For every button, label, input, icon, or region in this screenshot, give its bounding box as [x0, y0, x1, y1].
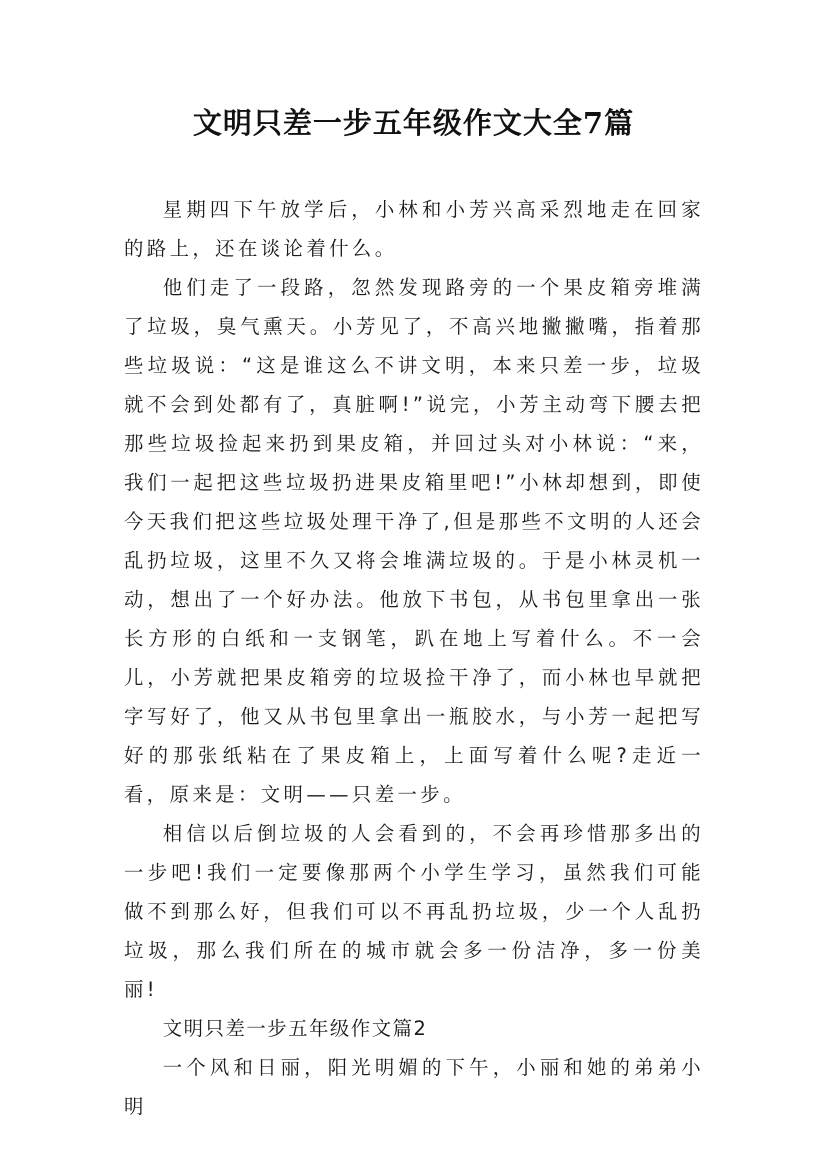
document-title: 文明只差一步五年级作文大全7篇: [192, 106, 635, 140]
paragraph: 一个风和日丽，阳光明媚的下午，小丽和她的弟弟小明: [124, 1056, 704, 1118]
paragraph: 相信以后倒垃圾的人会看到的，不会再珍惜那多出的一步吧!我们一定要像那两个小学生学习，虽然我们可能做不到那么好，但我们可以不再乱扔垃圾，少一个人乱扔垃圾，那么我们所在的城市就会多一份洁净，多一份美丽!: [124, 822, 704, 1001]
section-heading: 文明只差一步五年级作文篇2: [162, 1017, 428, 1040]
paragraph: 他们走了一段路，忽然发现路旁的一个果皮箱旁堆满了垃圾，臭气熏天。小芳见了，不高兴地撇撇嘴，指着那些垃圾说：“这是谁这么不讲文明，本来只差一步，垃圾就不会到处都有了，真脏啊!”说完，小芳主动弯下腰去把那些垃圾捡起来扔到果皮箱，并回过头对小林说：“来，我们一起把这些垃圾扔进果皮箱里吧!”小林却想到，即使今天我们把这些垃圾处理干净了,但是那些不文明的人还会乱扔垃圾，这里不久又将会堆满垃圾的。于是小林灵机一动，想出了一个好办法。他放下书包，从书包里拿出一张长方形的白纸和一支钢笔，趴在地上写着什么。不一会儿，小芳就把果皮箱旁的垃圾捡干净了，而小林也早就把字写好了，他又从书包里拿出一瓶胶水，与小芳一起把写好的那张纸粘在了果皮箱上，上面写着什么呢?走近一看，原来是：文明——只差一步。: [124, 276, 704, 806]
paragraph: 星期四下午放学后，小林和小芳兴高采烈地走在回家的路上，还在谈论着什么。: [124, 198, 704, 260]
document-body: [124, 190, 704, 1126]
